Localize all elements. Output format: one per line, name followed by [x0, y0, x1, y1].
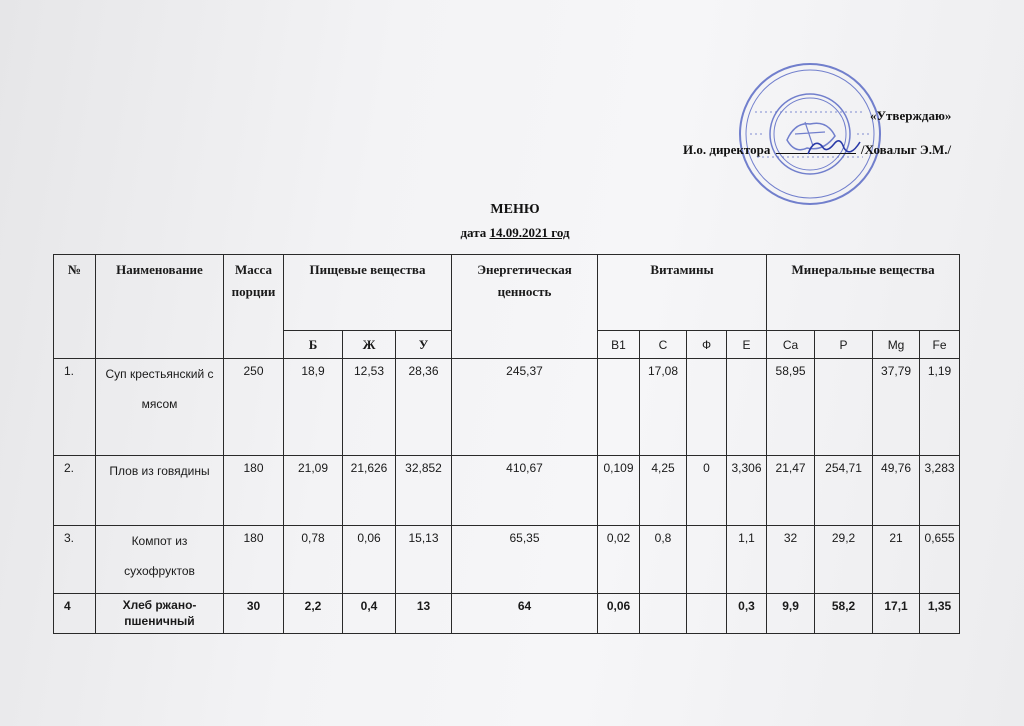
row-name: Компот из сухофруктов — [96, 526, 224, 594]
row-name: Суп крестьянский с мясом — [96, 359, 224, 456]
signature-icon — [800, 132, 870, 166]
row-u: 13 — [396, 594, 452, 634]
row-e — [727, 359, 767, 456]
row-b1 — [598, 359, 640, 456]
row-mg: 17,1 — [873, 594, 920, 634]
row-p — [815, 359, 873, 456]
row-mass: 30 — [224, 594, 284, 634]
row-b: 21,09 — [284, 456, 343, 526]
subheader-u: У — [396, 331, 452, 359]
row-p: 58,2 — [815, 594, 873, 634]
row-ca: 58,95 — [767, 359, 815, 456]
row-b: 18,9 — [284, 359, 343, 456]
page-title: МЕНЮ — [490, 202, 540, 217]
subheader-ca: Ca — [767, 331, 815, 359]
row-energy: 65,35 — [452, 526, 598, 594]
approval-label: «Утверждаю» — [870, 108, 952, 123]
subheader-b1: В1 — [598, 331, 640, 359]
row-e: 3,306 — [727, 456, 767, 526]
menu-table — [53, 254, 960, 634]
subheader-f: Ф — [687, 331, 727, 359]
header-row — [54, 255, 960, 331]
row-name: Хлеб ржано-пшеничный — [96, 594, 224, 634]
row-b1: 0,02 — [598, 526, 640, 594]
date-value: 14.09.2021 год — [489, 225, 570, 240]
col-header-nutrients: Пищевые вещества — [284, 255, 452, 331]
row-c: 17,08 — [640, 359, 687, 456]
row-ca: 32 — [767, 526, 815, 594]
row-ca: 21,47 — [767, 456, 815, 526]
row-mg: 21 — [873, 526, 920, 594]
row-b1: 0,109 — [598, 456, 640, 526]
row-b: 0,78 — [284, 526, 343, 594]
row-b1: 0,06 — [598, 594, 640, 634]
row-b: 2,2 — [284, 594, 343, 634]
row-c: 0,8 — [640, 526, 687, 594]
row-f — [687, 359, 727, 456]
table-row — [54, 359, 960, 456]
row-energy: 245,37 — [452, 359, 598, 456]
director-name: /Ховалыг Э.М./ — [860, 142, 952, 157]
row-zh: 0,4 — [343, 594, 396, 634]
row-c — [640, 594, 687, 634]
col-header-mass: Масса порции — [224, 255, 284, 359]
row-zh: 21,626 — [343, 456, 396, 526]
row-mass: 180 — [224, 526, 284, 594]
col-header-vitamins: Витамины — [598, 255, 767, 331]
row-fe: 1,35 — [920, 594, 960, 634]
row-p: 254,71 — [815, 456, 873, 526]
subheader-mg: Mg — [873, 331, 920, 359]
subheader-fe: Fe — [920, 331, 960, 359]
subheader-c: С — [640, 331, 687, 359]
row-f: 0 — [687, 456, 727, 526]
subheader-b: Б — [284, 331, 343, 359]
menu-date — [400, 225, 630, 241]
col-header-minerals: Минеральные вещества — [767, 255, 960, 331]
subheader-zh: Ж — [343, 331, 396, 359]
row-num: 2. — [54, 456, 96, 526]
row-fe: 1,19 — [920, 359, 960, 456]
table-row — [54, 594, 960, 634]
row-f — [687, 526, 727, 594]
row-mass: 180 — [224, 456, 284, 526]
table-row — [54, 456, 960, 526]
row-zh: 12,53 — [343, 359, 396, 456]
row-f — [687, 594, 727, 634]
row-e: 0,3 — [727, 594, 767, 634]
row-u: 32,852 — [396, 456, 452, 526]
row-mg: 49,76 — [873, 456, 920, 526]
subheader-e: Е — [727, 331, 767, 359]
table-row — [54, 526, 960, 594]
row-u: 28,36 — [396, 359, 452, 456]
director-prefix: И.о. директора — [683, 142, 771, 157]
row-e: 1,1 — [727, 526, 767, 594]
row-mass: 250 — [224, 359, 284, 456]
date-prefix: дата — [460, 225, 490, 240]
row-ca: 9,9 — [767, 594, 815, 634]
row-num: 3. — [54, 526, 96, 594]
row-fe: 3,283 — [920, 456, 960, 526]
row-energy: 410,67 — [452, 456, 598, 526]
col-header-name: Наименование — [96, 255, 224, 359]
row-p: 29,2 — [815, 526, 873, 594]
row-mg: 37,79 — [873, 359, 920, 456]
col-header-energy: Энергетическая ценность — [452, 255, 598, 359]
row-c: 4,25 — [640, 456, 687, 526]
col-header-num: № — [54, 255, 96, 359]
row-num: 4 — [54, 594, 96, 634]
row-u: 15,13 — [396, 526, 452, 594]
row-energy: 64 — [452, 594, 598, 634]
row-num: 1. — [54, 359, 96, 456]
row-fe: 0,655 — [920, 526, 960, 594]
row-zh: 0,06 — [343, 526, 396, 594]
subheader-p: P — [815, 331, 873, 359]
row-name: Плов из говядины — [96, 456, 224, 526]
